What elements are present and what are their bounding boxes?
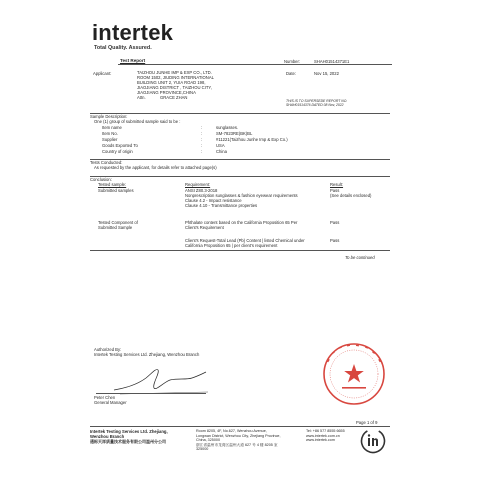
- signature-line: [96, 393, 206, 394]
- tests-heading: Tests Conducted:: [90, 160, 123, 165]
- footer-address-line: Room 8205, 4F, No.627, Wenzhou Avenue,: [196, 429, 267, 433]
- header-rule: [118, 64, 392, 65]
- footer-address-line: 325000: [196, 447, 209, 452]
- sample-row-sep: :: [201, 149, 203, 154]
- col-tested-sample: Tested sample:: [98, 182, 127, 187]
- intertek-roundel-icon: [360, 428, 386, 454]
- sample-row-sep: :: [201, 137, 203, 142]
- applicant-line-1: TAIZHOU JUNHE IMP & EXP CO., LTD.: [137, 70, 212, 75]
- sample-heading: Sample Description:: [90, 114, 128, 119]
- footer-company-cn: 通标天祥质量技术服务有限公司温州分公司: [90, 439, 166, 444]
- supersede-line-1: THIS IS TO SUPERSEDE REPORT NO.: [286, 99, 348, 103]
- row1-req-line: ANSI Z80.3-2018: [185, 188, 218, 193]
- page-number: Page 1 of 9: [356, 420, 378, 425]
- applicant-line-4: JIAOJIANG DISTRICT , TAIZHOU CITY,: [137, 85, 212, 90]
- col-result: Result:: [330, 182, 344, 187]
- divider-4: [90, 250, 390, 251]
- authorized-by-label: Authorized By:: [94, 347, 122, 352]
- footer-rule: [90, 426, 390, 427]
- row2-req-line: Phthalate content based on the California Proposition 65 Per: [185, 220, 298, 225]
- row1-req-line: Clause 4.2 - Impact resistance: [185, 198, 242, 203]
- row3-req-line: Client's Request-Total Lead (Pb) Content | listed Chemical under: [185, 238, 305, 243]
- sample-row-value: #11221(Taizhou Junhe Imp & Exp Co.): [216, 137, 288, 142]
- number-label: Number:: [284, 59, 301, 64]
- row1-result: Pass: [330, 188, 340, 193]
- signatory-title: General Manager: [94, 400, 127, 405]
- footer-address-line: China, 325000: [196, 438, 220, 443]
- row1-req-line: Nonprescription sunglasses & fashion eyewear requirements: [185, 193, 298, 198]
- report-title: Test Report: [120, 58, 146, 63]
- divider-3: [90, 176, 390, 177]
- sample-row-value: USA: [216, 143, 225, 148]
- row2-sample-line: Submitted Sample: [98, 225, 133, 230]
- signatory-name: Peter Chen: [94, 395, 116, 400]
- applicant-line-2: ROOM 1502, JIUDING INTERNATIONAL: [137, 75, 214, 80]
- sample-row-value: SM-7823RE(BK)BL: [216, 131, 253, 136]
- intertek-logo: intertek: [92, 20, 174, 45]
- footer-address-line: 浙江省温州市龙湾区温州大道 627 号 4 楼 8205 室: [196, 442, 278, 447]
- footer-company-en: Intertek Testing Services Ltd. Zhejiang, Wenzhou Branch: [90, 429, 168, 439]
- footer-email-link[interactable]: www.intertek.com.cn: [306, 433, 340, 438]
- row1-req-line: Clause 4.10 - Transmittance properties: [185, 203, 258, 208]
- company-seal-stamp: [322, 342, 386, 406]
- applicant-line-3: BUILDING UNIT 2, YUIA ROAD 198,: [137, 80, 206, 85]
- applicant-line-5: JIAOJIANG PROVINCE,CHINA: [137, 90, 196, 95]
- col-requirement: Requirement:: [185, 182, 211, 187]
- attn-value: GRACE ZHAN: [160, 95, 188, 100]
- sample-row-label: Goods Exported To: [102, 143, 138, 148]
- row2-result: Pass: [330, 220, 340, 225]
- sample-row-label: Supplier: [102, 137, 118, 142]
- sample-row-sep: :: [201, 131, 203, 136]
- row3-result: Pass: [330, 238, 340, 243]
- tests-text: As requested by the applicant, for details refer to attached page(s): [94, 165, 217, 170]
- footer-address-line: Longwan District, Wenzhou City, Zhejiang Province,: [196, 433, 281, 438]
- sample-intro: One (1) group of submitted sample said to be :: [94, 119, 181, 124]
- sample-row-label: Country of origin: [102, 149, 133, 154]
- divider-1: [90, 113, 390, 114]
- supersede-line-2: SHAH01514376 DATED 08 Nov, 2022: [286, 103, 344, 107]
- sample-row-sep: :: [201, 125, 203, 130]
- authorized-org: Intertek Testing Services Ltd. Zhejiang, Wenzhou Branch: [94, 352, 200, 357]
- attn-label: Attn.: [137, 95, 146, 100]
- applicant-label: Applicant:: [93, 71, 112, 76]
- row2-sample-line: Tested Component of: [98, 220, 138, 225]
- sample-row-label: Item name: [102, 125, 122, 130]
- sample-row-value: sunglasses.: [216, 125, 239, 130]
- row2-req-line: Client's Requirement: [185, 225, 224, 230]
- footer-tel: Tel: +86 577 8555 6655: [306, 429, 345, 433]
- conclusion-heading: Conclusion:: [90, 177, 112, 182]
- date-value: Nov 15, 2022: [314, 71, 339, 76]
- row1-result-note: (See details enclosed): [330, 193, 372, 198]
- sample-row-value: China: [216, 149, 227, 154]
- sample-row-sep: :: [201, 143, 203, 148]
- row3-req-line: California Proposition 65 | per client's requirement: [185, 243, 278, 248]
- handwritten-signature: [112, 358, 212, 398]
- row1-sample: Submitted samples: [98, 188, 134, 193]
- logo-tagline: Total Quality. Assured.: [94, 45, 152, 51]
- date-label: Date:: [286, 71, 297, 76]
- divider-2: [90, 159, 390, 160]
- to-be-continued: To be continued: [345, 255, 375, 260]
- footer-web-link[interactable]: www.intertek.com: [306, 438, 335, 443]
- number-value: SHAH01514371E1: [314, 59, 350, 64]
- sample-row-label: Item No.: [102, 131, 118, 136]
